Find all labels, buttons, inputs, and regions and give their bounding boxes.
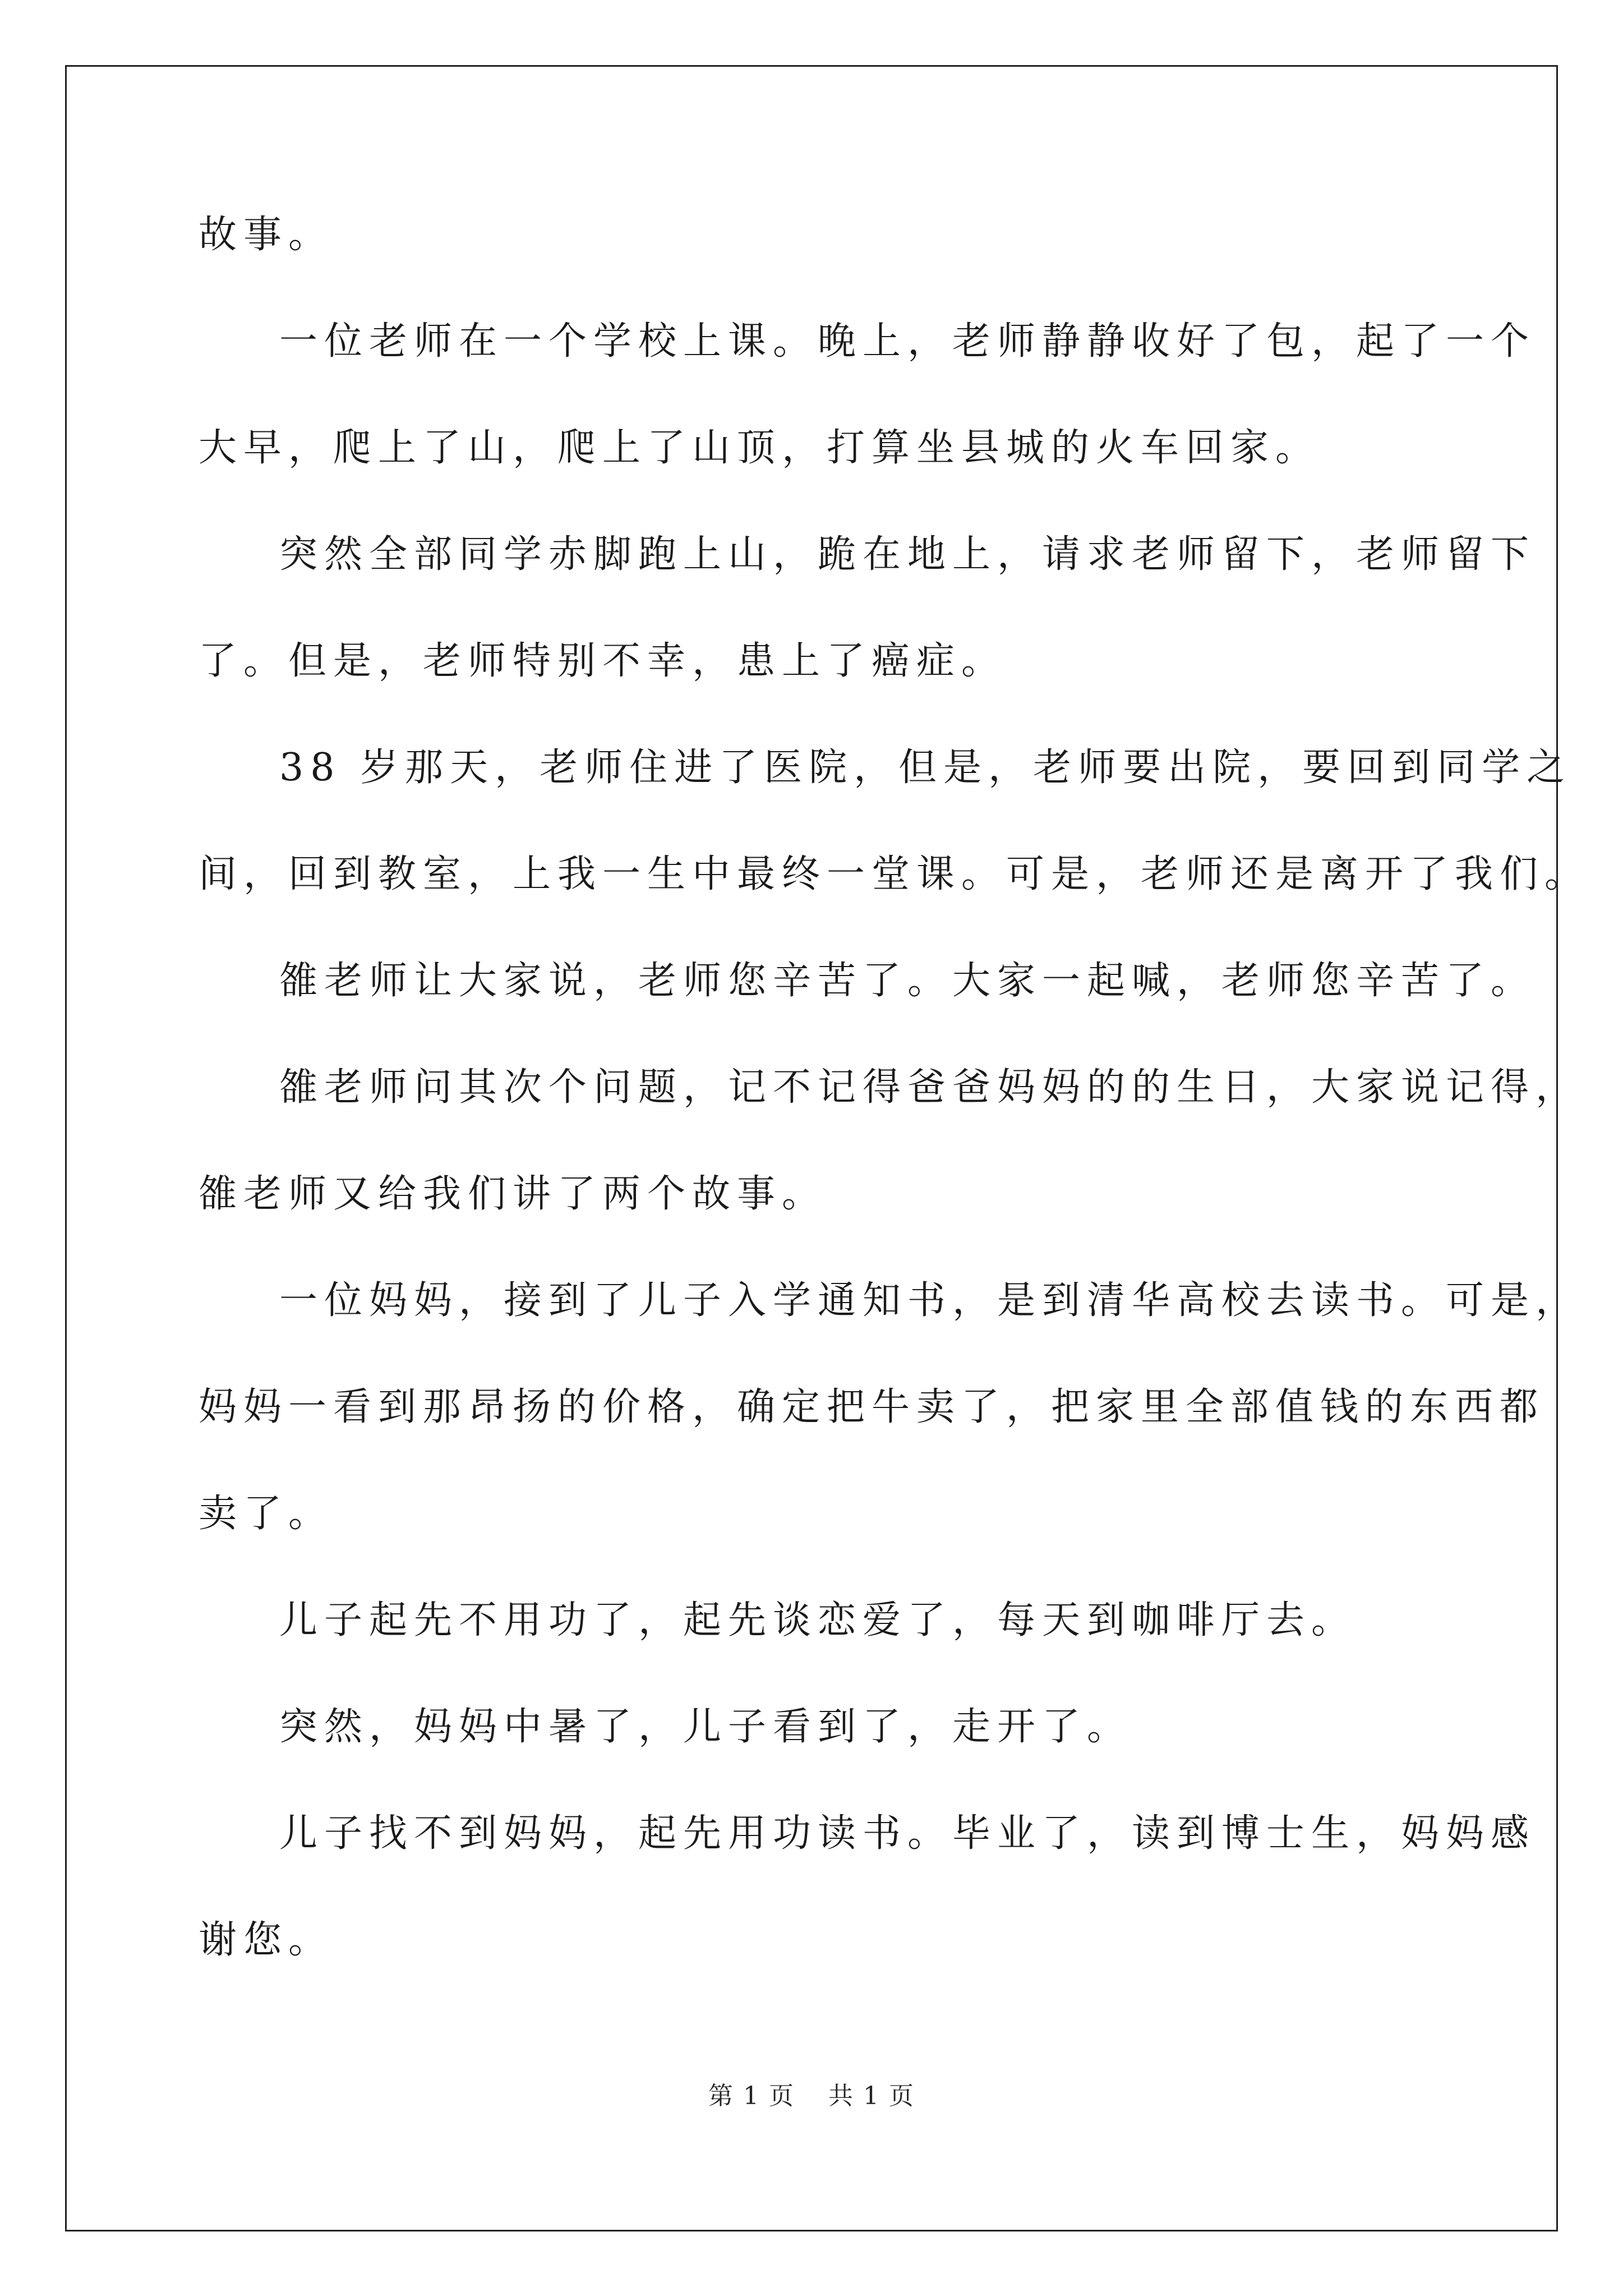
page-number-current: 第 1 页 xyxy=(708,2082,795,2110)
text-line: 一位老师在一个学校上课。晚上，老师静静收好了包，起了一个 xyxy=(279,319,1536,364)
text-line: 间，回到教室，上我一生中最终一堂课。可是，老师还是离开了我们。 xyxy=(199,852,1590,896)
text-line: 雒老师又给我们讲了两个故事。 xyxy=(199,1172,827,1216)
text-line: 谢您。 xyxy=(199,1918,334,1962)
text-line: 妈妈一看到那昂扬的价格，确定把牛卖了，把家里全部值钱的东西都 xyxy=(199,1385,1545,1429)
page-footer xyxy=(0,2076,1623,2111)
page-number-total: 共 1 页 xyxy=(828,2082,915,2110)
text-line: 儿子找不到妈妈，起先用功读书。毕业了，读到博士生，妈妈感 xyxy=(279,1811,1536,1856)
text-line: 卖了。 xyxy=(199,1492,334,1536)
text-line: 突然，妈妈中暑了，儿子看到了，走开了。 xyxy=(279,1705,1132,1749)
text-line: 大早，爬上了山，爬上了山顶，打算坐县城的火车回家。 xyxy=(199,426,1321,470)
text-line: 雒老师让大家说，老师您辛苦了。大家一起喊，老师您辛苦了。 xyxy=(279,959,1536,1003)
text-line: 雒老师问其次个问题，记不记得爸爸妈妈的的生日，大家说记得， xyxy=(279,1065,1581,1110)
document-body xyxy=(199,182,1590,1994)
text-line: 突然全部同学赤脚跑上山，跪在地上，请求老师留下，老师留下 xyxy=(279,532,1536,577)
text-line: 了。但是，老师特别不幸，患上了癌症。 xyxy=(199,639,1007,683)
text-line: 儿子起先不用功了，起先谈恋爱了，每天到咖啡厅去。 xyxy=(279,1598,1357,1642)
text-line: 38 岁那天，老师住进了医院，但是，老师要出院，要回到同学之 xyxy=(279,746,1572,790)
text-line: 故事。 xyxy=(199,213,334,257)
text-line: 一位妈妈，接到了儿子入学通知书，是到清华高校去读书。可是， xyxy=(279,1278,1581,1323)
